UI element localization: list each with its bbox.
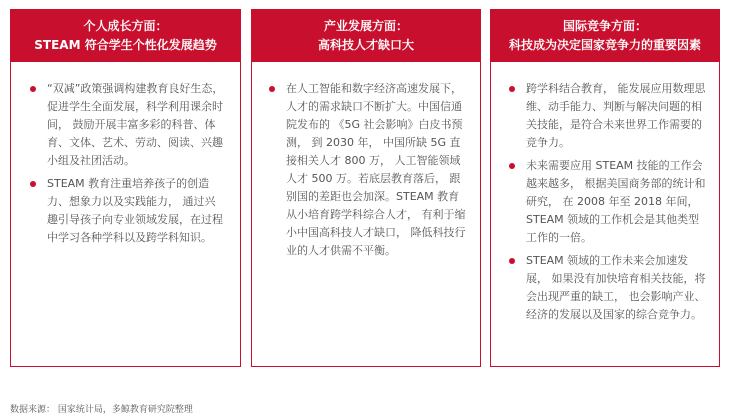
bullet-dot — [509, 86, 515, 92]
column-personal-growth — [10, 9, 241, 62]
list-item-text: STEAM 教育注重培养孩子的创造力、想象力以及实践能力， 通过兴趣引导孩子向专业领域发展，在过程中学习各种学科以及跨学科知识。 — [47, 177, 223, 244]
list-item — [286, 80, 466, 260]
bullet-dot — [30, 86, 36, 92]
column-title-line1: 国际竞争方面： — [562, 18, 647, 33]
column-title-line2: STEAM 符合学生个性化发展趋势 — [34, 37, 217, 52]
column-body — [490, 62, 720, 367]
list-item — [47, 80, 224, 170]
column-body — [10, 62, 241, 367]
column-international-competition — [490, 9, 720, 62]
list-item-text: 未来需要应用 STEAM 技能的工作会越来越多， 根据美国商务部的统计和研究， 在 2008 年至 2018 年间， STEAM 领域的工作机会是其他类型工作的一倍。 — [526, 159, 706, 244]
column-title-line2: 科技成为决定国家竞争力的重要因素 — [508, 37, 701, 52]
list-item — [526, 157, 707, 247]
bullet-dot — [509, 258, 515, 264]
column-body — [251, 62, 481, 367]
data-source-note: 数据来源： 国家统计局，多鲸教育研究院整理 — [10, 405, 193, 415]
column-title-line1: 个人成长方面： — [83, 18, 168, 33]
column-title-line1: 产业发展方面： — [323, 18, 408, 33]
column-industry-development — [251, 9, 481, 62]
list-item — [47, 175, 224, 247]
list-item-text: 在人工智能和数字经济高速发展下， 人才的需求缺口不断扩大。中国信通院发布的 《5G 社会影响》白皮书预测， 到 2030 年， 中国所缺 5G 直接相关人才 800 万， 人工智能领域人才 500 万。若底层教育落后， 跟别国的差距也会加深。STEAM 教育从小培育跨学科综合人才， 有利于缩小中国高科技人才缺口， 降低科技行业的人才供需不平衡。 — [286, 82, 466, 257]
list-item-text: STEAM 领域的工作未来会加速发展， 如果没有加快培育相关技能，将会出现严重的缺工， 也会影响产业、经济的发展以及国家的综合竞争力。 — [526, 254, 706, 321]
column-header — [490, 9, 720, 62]
bullet-dot — [30, 181, 36, 187]
column-header — [10, 9, 241, 62]
list-item-text: “双减”政策强调构建教育良好生态， 促进学生全面发展，科学利用课余时间， 鼓励开展丰富多彩的科普、体育、文体、艺术、劳动、阅读、兴趣小组及社团活动。 — [47, 82, 224, 167]
list-item — [526, 80, 707, 152]
bullet-dot — [269, 86, 275, 92]
list-item — [526, 252, 707, 324]
column-header — [251, 9, 481, 62]
column-title-line2: 高科技人才缺口大 — [317, 37, 414, 52]
bullet-dot — [509, 163, 515, 169]
list-item-text: 跨学科结合教育， 能发展应用数理思维、动手能力、判断与解决问题的相关技能，是符合未来世界工作需要的竞争力。 — [526, 82, 706, 149]
